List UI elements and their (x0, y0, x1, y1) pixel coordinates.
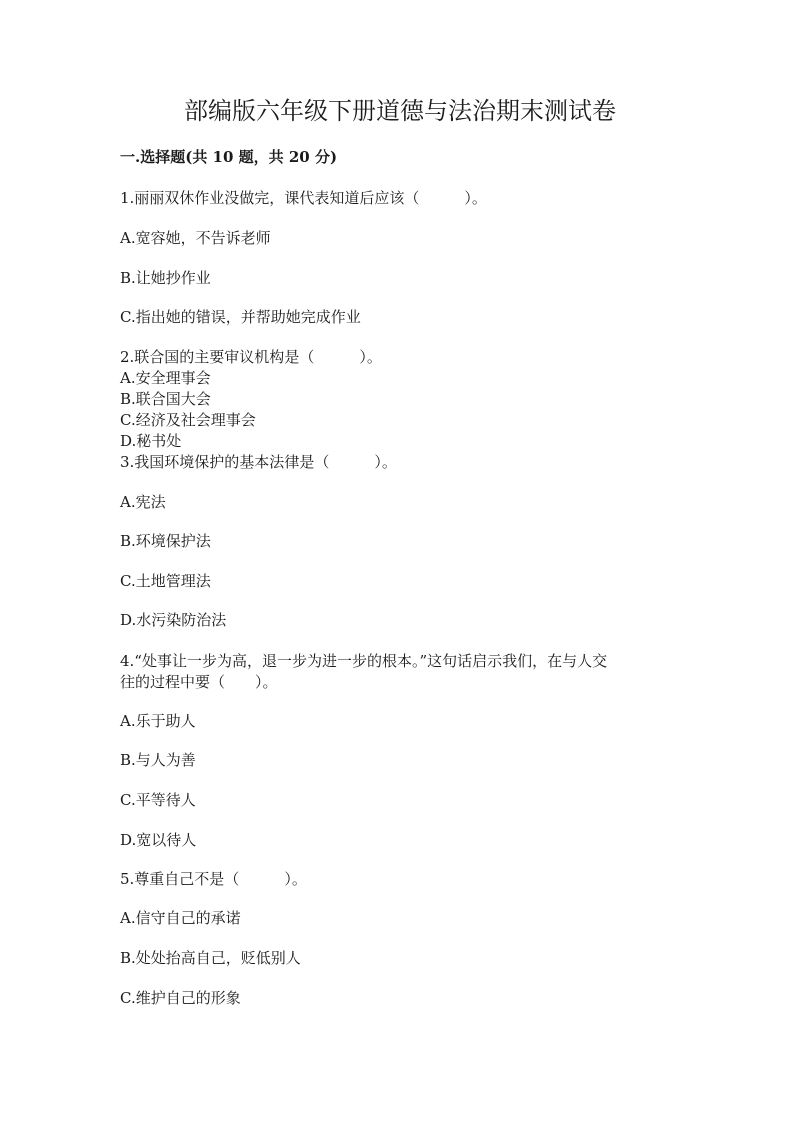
question-3-option-c: C.土地管理法 (120, 572, 211, 590)
question-5-option-a: A.信守自己的承诺 (120, 909, 241, 927)
question-4-option-b: B.与人为善 (120, 751, 196, 769)
question-4-stem-line-1: 4.“处事让一步为高，退一步为进一步的根本。”这句话启示我们，在与人交 (120, 652, 608, 670)
question-2-option-c: C.经济及社会理事会 (120, 411, 256, 429)
question-3-option-b: B.环境保护法 (120, 532, 211, 550)
question-1-option-b: B.让她抄作业 (120, 269, 211, 287)
question-1-option-c: C.指出她的错误，并帮助她完成作业 (120, 308, 361, 326)
question-4-stem-line-2: 往的过程中要（ ）。 (120, 673, 278, 691)
question-3-option-d: D.水污染防治法 (120, 611, 227, 629)
question-1-option-a: A.宽容她，不告诉老师 (120, 229, 271, 247)
question-5-stem: 5.尊重自己不是（ ）。 (120, 870, 307, 888)
question-4-option-c: C.平等待人 (120, 791, 196, 809)
question-5-option-b: B.处处抬高自己，贬低别人 (120, 949, 301, 967)
question-2-option-d: D.秘书处 (120, 432, 182, 450)
question-2-option-b: B.联合国大会 (120, 390, 211, 408)
question-4-option-a: A.乐于助人 (120, 712, 196, 730)
question-3-option-a: A.宪法 (120, 493, 166, 511)
section-heading: 一.选择题(共 10 题，共 20 分) (120, 148, 338, 166)
question-5-option-c: C.维护自己的形象 (120, 989, 241, 1007)
page-title: 部编版六年级下册道德与法治期末测试卷 (184, 97, 616, 125)
question-2-option-a: A.安全理事会 (120, 369, 211, 387)
question-3-stem: 3.我国环境保护的基本法律是（ ）。 (120, 453, 397, 471)
question-4-option-d: D.宽以待人 (120, 831, 197, 849)
question-1-stem: 1.丽丽双休作业没做完，课代表知道后应该（ ）。 (120, 189, 487, 207)
question-2-stem: 2.联合国的主要审议机构是（ ）。 (120, 348, 382, 366)
